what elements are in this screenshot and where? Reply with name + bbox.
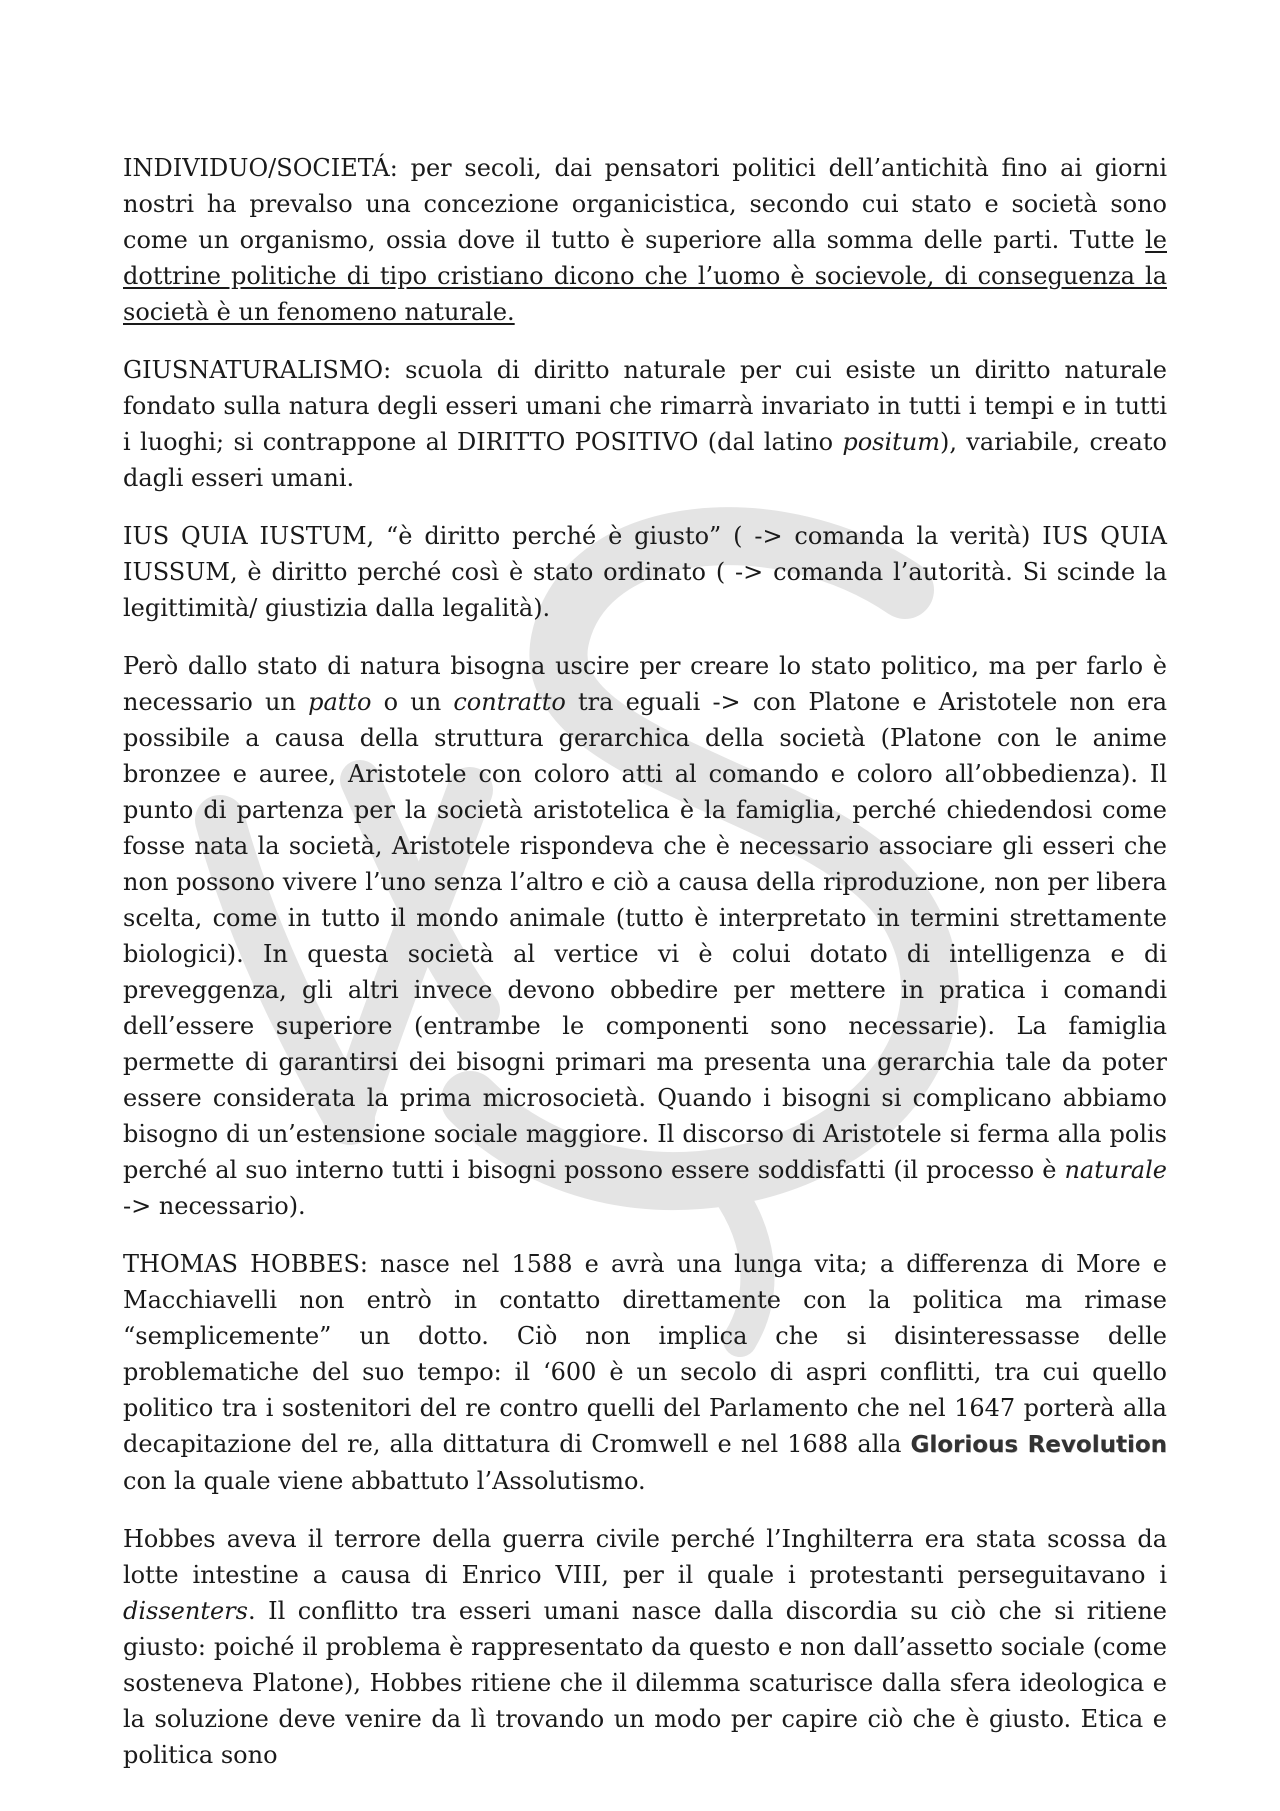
- paragraph-individuo-societa: [123, 150, 1167, 330]
- paragraph-text: -> necessario).: [123, 1192, 306, 1220]
- paragraph-ius-quia: [123, 518, 1167, 626]
- paragraph-text: . Il conflitto tra esseri umani nasce dalla discordia su ciò che si ritiene giusto: poiché il problema è rappresentato da questo e non dall’assetto sociale (come sosteneva Platone), Hobbes ritiene che il dilemma scaturisce dalla sfera ideologica e la soluzione deve venire da lì trovando un modo per capire ciò che è giusto. Etica e politica sono: [123, 1597, 1167, 1769]
- italic-term-patto: patto: [308, 688, 372, 716]
- italic-term-contratto: contratto: [453, 688, 566, 716]
- ius-quia-iustum-line: IUS QUIA IUSTUM, “è diritto perché è giusto” ( -> comanda la verità): [123, 522, 1031, 550]
- document-body: [123, 150, 1167, 1795]
- paragraph-text: Hobbes aveva il terrore della guerra civile perché l’Inghilterra era stata scossa da lotte intestine a causa di Enrico VIII, per il quale i protestanti perseguitavano i: [123, 1525, 1167, 1589]
- paragraph-text: con la quale viene abbattuto l’Assolutismo.: [123, 1467, 646, 1495]
- bold-term-glorious-revolution: Glorious Revolution: [910, 1432, 1168, 1458]
- paragraph-thomas-hobbes: [123, 1246, 1167, 1499]
- italic-term-positum: positum: [842, 428, 940, 456]
- paragraph-hobbes-guerra-civile: [123, 1521, 1167, 1773]
- paragraph-text: o un: [371, 688, 454, 716]
- italic-term-naturale: naturale: [1064, 1156, 1167, 1184]
- italic-term-dissenters: dissenters: [123, 1597, 248, 1625]
- paragraph-text: THOMAS HOBBES: nasce nel 1588 e avrà una lunga vita; a differenza di More e Macchiavelli non entrò in contatto direttamente con la politica ma rimase “semplicemente” un dotto. Ciò non implica che si disinteressasse delle problematiche del suo tempo: il ‘600 è un secolo di aspri conflitti, tra cui quello politico tra i sostenitori del re contro quelli del Parlamento che nel 1647 porterà alla decapitazione del re, alla dittatura di Cromwell e nel 1688 alla: [123, 1250, 1167, 1458]
- paragraph-stato-di-natura: [123, 648, 1167, 1224]
- paragraph-text: tra eguali -> con Platone e Aristotele non era possibile a causa della struttura gerarchica della società (Platone con le anime bronzee e auree, Aristotele con coloro atti al comando e coloro all’obbedienza). Il punto di partenza per la società aristotelica è la famiglia, perché chiedendosi come fosse nata la società, Aristotele rispondeva che è necessario associare gli esseri che non possono vivere l’uno senza l’altro e ciò a causa della riproduzione, non per libera scelta, come in tutto il mondo animale (tutto è interpretato in termini strettamente biologici). In questa società al vertice vi è colui dotato di intelligenza e di preveggenza, gli altri invece devono obbedire per mettere in pratica i comandi dell’essere superiore (entrambe le componenti sono necessarie). La famiglia permette di garantirsi dei bisogni primari ma presenta una gerarchia tale da poter essere considerata la prima microsocietà. Quando i bisogni si complicano abbiamo bisogno di un’estensione sociale maggiore. Il discorso di Aristotele si ferma alla polis perché al suo interno tutti i bisogni possono essere soddisfatti (il processo è: [123, 688, 1168, 1184]
- paragraph-text: INDIVIDUO/SOCIETÁ: per secoli, dai pensatori politici dell’antichità fino ai giorni nostri ha prevalso una concezione organicistica, secondo cui stato e società sono come un organismo, ossia dove il tutto è superiore alla somma delle parti. Tutte: [123, 154, 1167, 254]
- paragraph-text: GIUSNATURALISMO: scuola di diritto naturale per cui esiste un diritto naturale fondato sulla natura degli esseri umani che rimarrà invariato in tutti i tempi e in tutti i luoghi; si contrappone al DIRITTO POSITIVO (dal latino: [123, 356, 1167, 456]
- ius-quia-iussum-line: IUS QUIA IUSSUM, è diritto perché così è stato ordinato ( -> comanda l’autorità. Si scinde la legittimità/ giustizia dalla legalità).: [123, 522, 1167, 622]
- paragraph-giusnaturalismo: [123, 352, 1167, 496]
- paragraph-text: ), variabile, creato dagli esseri umani.: [123, 428, 1167, 492]
- paragraph-text: Però dallo stato di natura bisogna uscire per creare lo stato politico, ma per farlo è necessario un: [123, 652, 1167, 716]
- underlined-text: le dottrine politiche di tipo cristiano dicono che l’uomo è socievole, di conseguenza la società è un fenomeno naturale.: [123, 226, 1167, 326]
